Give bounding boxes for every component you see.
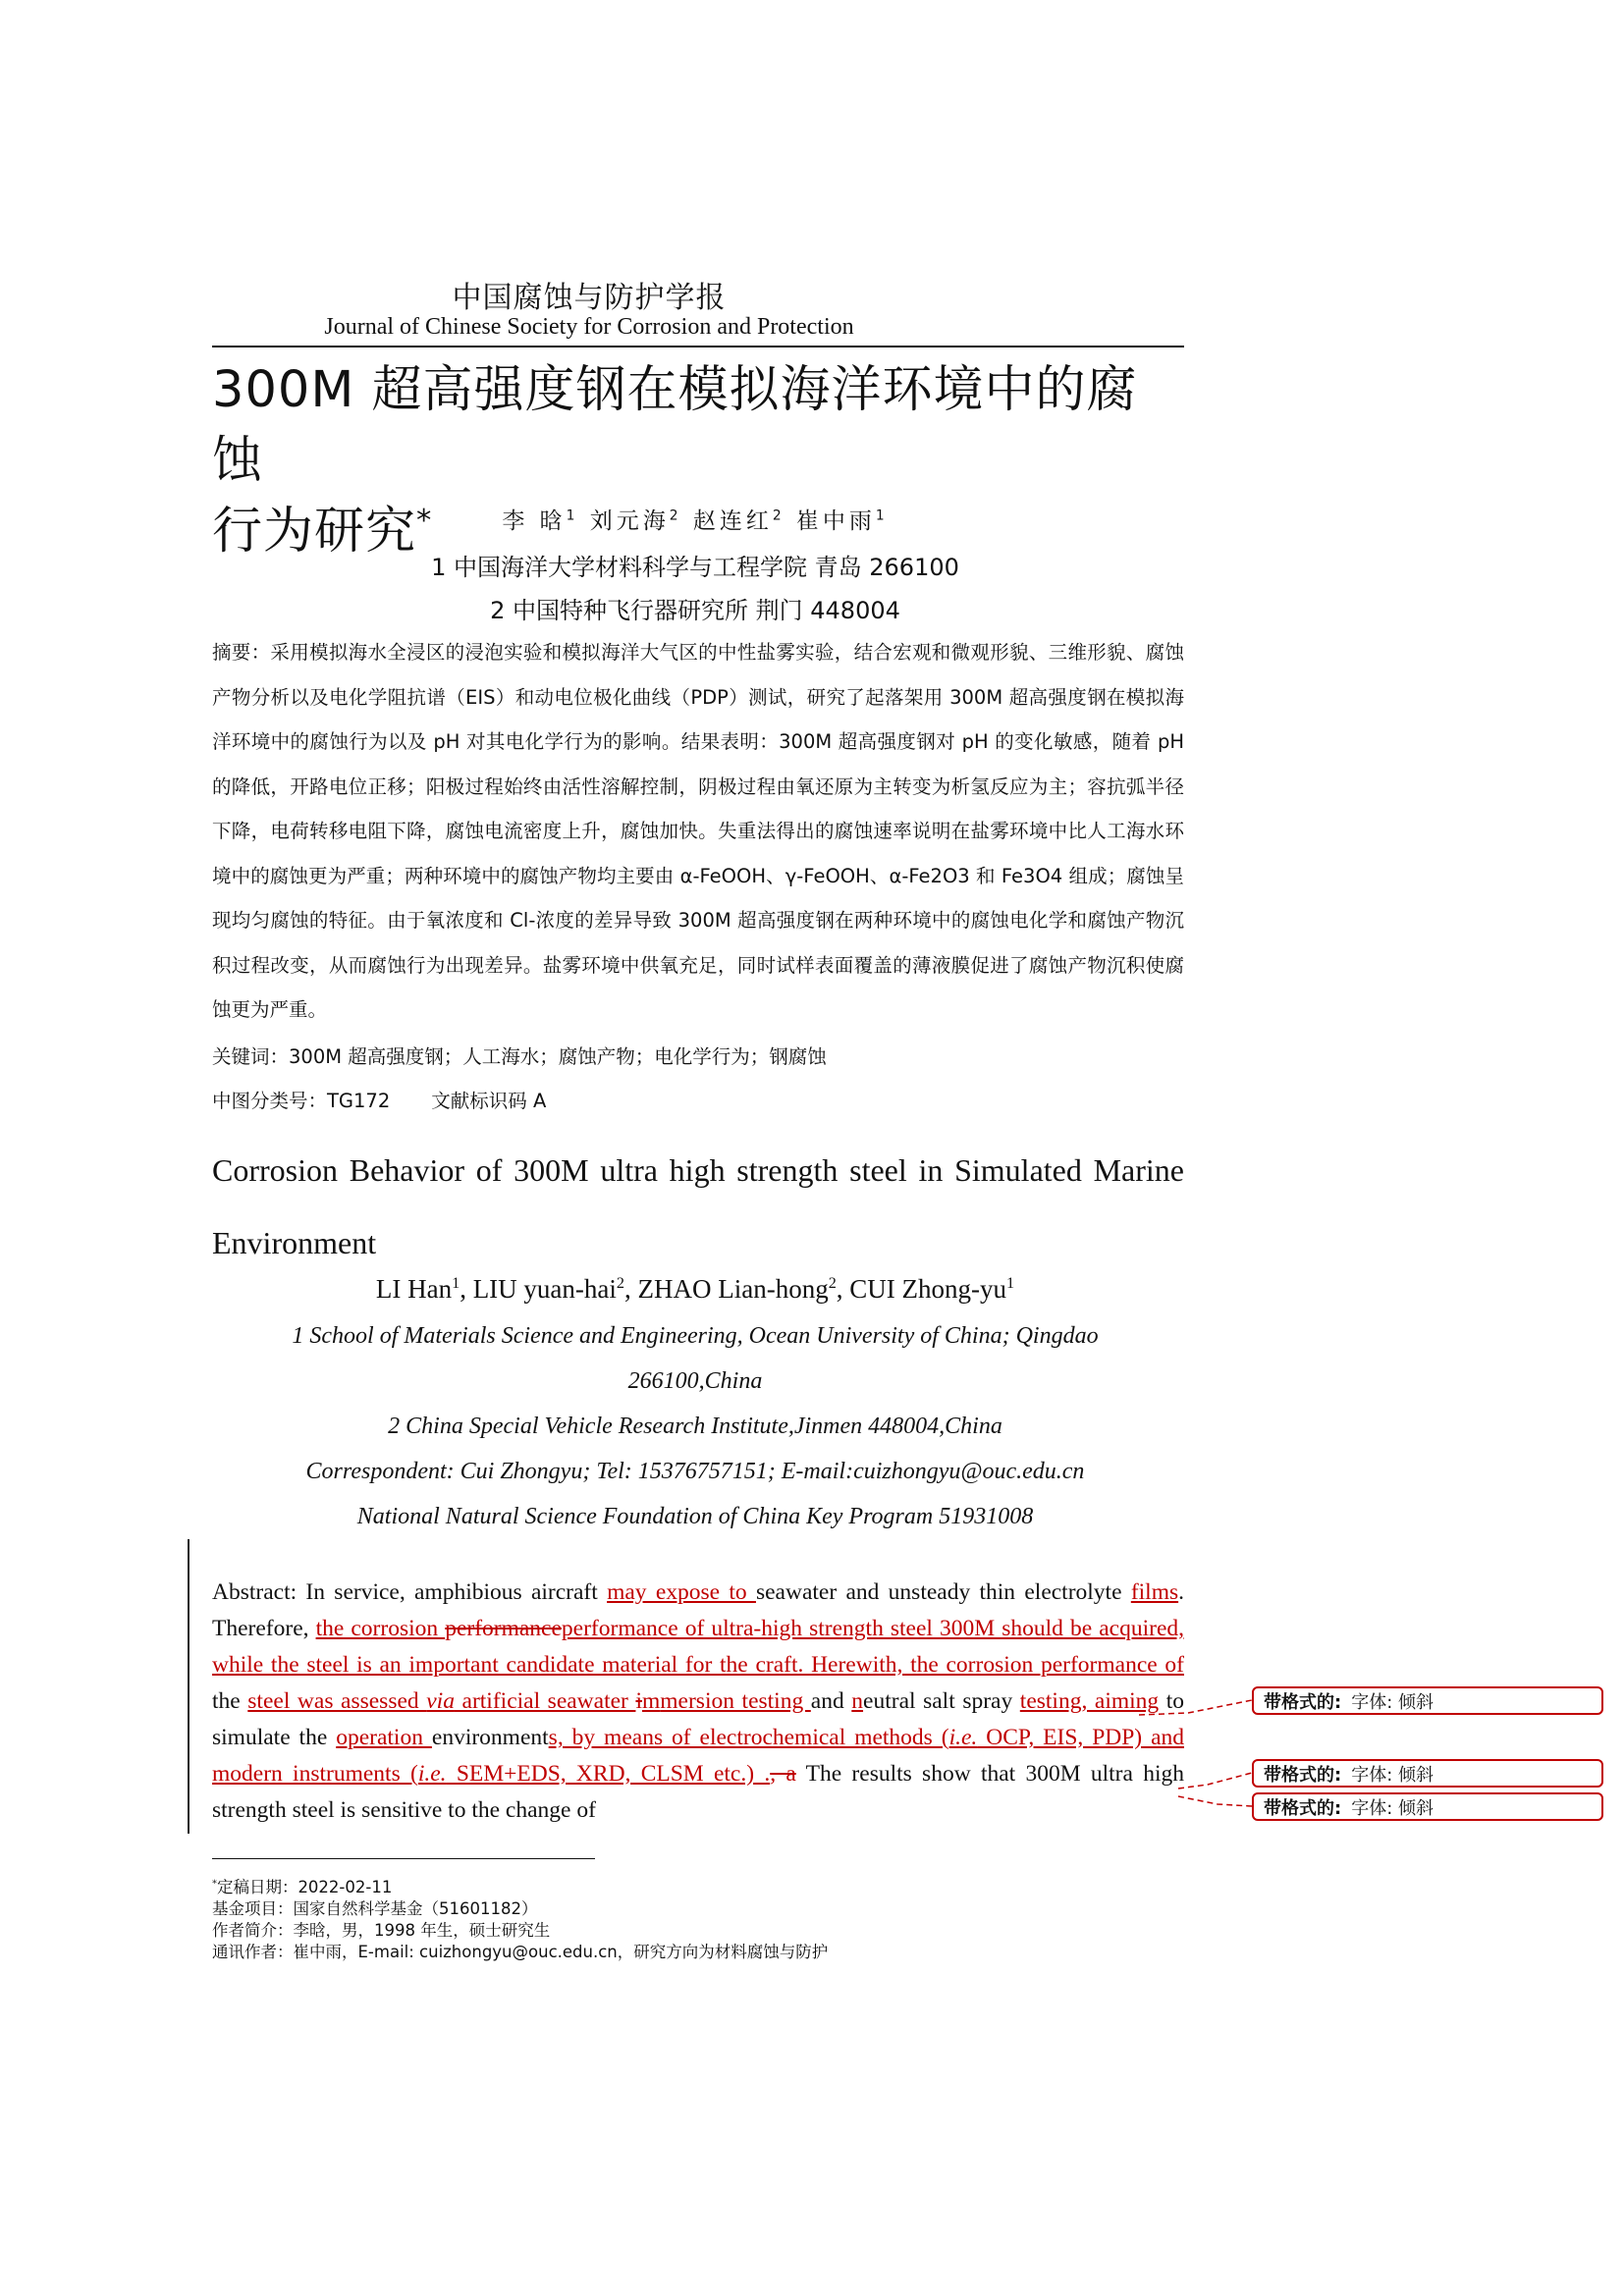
affiliation-cn-1: 1 中国海洋大学材料科学与工程学院 青岛 266100 xyxy=(431,554,959,581)
deleted-text[interactable]: , a xyxy=(770,1761,796,1787)
classification-cn xyxy=(212,1086,546,1113)
author-en-3-affil: 2 xyxy=(828,1274,837,1292)
funding-line-en: National Natural Science Foundation of China Key Program 51931008 xyxy=(356,1504,1034,1529)
inserted-text[interactable]: may expose to xyxy=(607,1579,756,1605)
author-cn-4-affil: 1 xyxy=(875,507,889,524)
authors-en xyxy=(0,1274,1390,1305)
author-cn-3-affil: 2 xyxy=(772,507,785,524)
format-comment-balloon[interactable] xyxy=(1252,1759,1603,1788)
inserted-text[interactable]: films xyxy=(1130,1579,1179,1605)
author-en-4-affil: 1 xyxy=(1006,1274,1015,1292)
author-cn-4: 崔中雨 xyxy=(795,508,876,534)
author-cn-2-affil: 2 xyxy=(669,507,682,524)
inserted-text[interactable]: performance of ultra-high strength steel 300M should be acquired, while the steel is an important candidate material for the craft. Herewith, the corrosion performance of xyxy=(212,1616,1184,1678)
footnote-rule xyxy=(212,1858,595,1859)
leader-line-2 xyxy=(1178,1773,1252,1789)
comment-text: 字体: 倾斜 xyxy=(1351,1765,1434,1786)
article-title-en: Corrosion Behavior of 300M ultra high strength steel in Simulated Marine Environment xyxy=(212,1152,1184,1260)
author-en-2-affil: 2 xyxy=(616,1274,624,1292)
abstract-en-text: environment xyxy=(431,1725,549,1750)
comment-text: 字体: 倾斜 xyxy=(1351,1798,1434,1819)
inserted-text[interactable]: OCP, EIS, PDP) and modern instruments ( xyxy=(212,1725,1184,1787)
format-comment-balloon[interactable] xyxy=(1252,1792,1603,1821)
deleted-text[interactable]: i xyxy=(635,1688,642,1714)
revision-change-bar xyxy=(188,1539,189,1834)
affiliation-cn-2: 2 中国特种飞行器研究所 荆门 448004 xyxy=(490,597,900,624)
author-cn-1: 李 晗 xyxy=(502,508,567,534)
abstract-en-text: Abstract: In service, amphibious aircraft xyxy=(212,1579,608,1605)
correspondent-line: Correspondent: Cui Zhongyu; Tel: 15376757151; E-mail:cuizhongyu@ouc.edu.cn xyxy=(305,1459,1085,1484)
comment-text: 字体: 倾斜 xyxy=(1351,1692,1434,1713)
abstract-en-text: eutral salt spray xyxy=(863,1688,1020,1714)
abstract-cn-text: 采用模拟海水全浸区的浸泡实验和模拟海洋大气区的中性盐雾实验，结合宏观和微观形貌、三维形貌、腐蚀产物分析以及电化学阻抗谱（EIS）和动电位极化曲线（PDP）测试，研究了起落架用 300M 超高强度钢在模拟海洋环境中的腐蚀行为以及 pH 对其电化学行为的影响。结果表明：300M 超高强度钢对 pH 的变化敏感，随着 pH 的降低，开路电位正移；阳极过程始终由活性溶解控制，阴极过程由氧还原为主转变为析氢反应为主；容抗弧半径下降，电荷转移电阻下降，腐蚀电流密度上升，腐蚀加快。失重法得出的腐蚀速率说明在盐雾环境中比人工海水环境中的腐蚀更为严重；两种环境中的腐蚀产物均主要由 α-FeOOH、γ-FeOOH、α-Fe2O3 和 Fe3O4 组成；腐蚀呈现均匀腐蚀的特征。由于氧浓度和 Cl-浓度的差异导致 300M 超高强度钢在两种环境中的腐蚀电化学和腐蚀产物沉积过程改变，从而腐蚀行为出现差异。盐雾环境中供氧充足，同时试样表面覆盖的薄液膜促进了腐蚀产物沉积使腐蚀更为严重。 xyxy=(212,641,1184,1021)
title-footnote-mark: * xyxy=(416,504,433,538)
author-en-4: , CUI Zhong-yu xyxy=(836,1274,1007,1304)
abstract-cn xyxy=(212,630,1184,1033)
inserted-text[interactable]: operation xyxy=(336,1725,432,1750)
footnote-mark: * xyxy=(212,1878,217,1890)
inserted-text[interactable]: steel was assessed xyxy=(247,1688,427,1714)
received-date: 定稿日期：2022-02-11 xyxy=(216,1878,393,1896)
inserted-text-italic[interactable]: i.e. xyxy=(417,1761,447,1787)
footnote-contact: 通讯作者：崔中雨，E-mail: cuizhongyu@ouc.edu.cn，研究方向为材料腐蚀与防护 xyxy=(212,1943,829,1961)
inserted-text-italic[interactable]: via xyxy=(426,1688,455,1714)
abstract-en-text: The results show that 300M ultra high strength steel is sensitive to the change of xyxy=(212,1761,1184,1823)
abstract-en-text: to simulate the xyxy=(212,1688,1185,1750)
footnote-received xyxy=(212,1877,392,1898)
document-code: 文献标识码 A xyxy=(431,1090,547,1112)
abstract-cn-label: 摘要： xyxy=(212,641,271,664)
author-en-2: , LIU yuan-hai xyxy=(460,1274,617,1304)
abstract-en-text: . Therefore, xyxy=(212,1579,1184,1641)
comment-label: 带格式的: xyxy=(1264,1765,1342,1786)
author-en-3: , ZHAO Lian-hong xyxy=(623,1274,829,1304)
inserted-text[interactable]: m xyxy=(641,1688,661,1714)
inserted-text[interactable]: n xyxy=(851,1688,864,1714)
deleted-text[interactable]: performance xyxy=(445,1616,562,1641)
inserted-text[interactable]: SEM+EDS, XRD, CLSM etc.) . xyxy=(446,1761,771,1787)
inserted-text[interactable]: the corrosion xyxy=(315,1616,446,1641)
inserted-text[interactable]: s, by means of electrochemical methods ( xyxy=(548,1725,949,1750)
author-en-1-affil: 1 xyxy=(452,1274,460,1292)
clc-number: 中图分类号：TG172 xyxy=(212,1090,391,1112)
leader-line-3 xyxy=(1178,1796,1252,1806)
abstract-en-text: the xyxy=(212,1688,248,1714)
header-rule xyxy=(212,346,1184,347)
inserted-text-italic[interactable]: i.e. xyxy=(948,1725,978,1750)
title-line-1: 300M 超高强度钢在模拟海洋环境中的腐蚀 xyxy=(212,361,1138,490)
affiliation-en-2: 2 China Special Vehicle Research Institute,Jinmen 448004,China xyxy=(388,1414,1002,1439)
author-cn-2: 刘元海 xyxy=(589,508,670,534)
affiliation-en-1-cont: 266100,China xyxy=(627,1368,763,1394)
inserted-text[interactable]: artificial seawater xyxy=(454,1688,636,1714)
footnote-bio: 作者简介：李晗，男，1998 年生，硕士研究生 xyxy=(212,1921,551,1940)
abstract-en-text: and xyxy=(810,1688,852,1714)
authors-cn xyxy=(0,503,1390,535)
author-cn-1-affil: 1 xyxy=(566,507,579,524)
comment-label: 带格式的: xyxy=(1264,1692,1342,1713)
format-comment-balloon[interactable] xyxy=(1252,1686,1603,1715)
comment-label: 带格式的: xyxy=(1264,1798,1342,1819)
inserted-text[interactable]: mersion testing xyxy=(660,1688,811,1714)
author-cn-3: 赵连红 xyxy=(692,508,773,534)
inserted-text[interactable]: testing, aiming xyxy=(1019,1688,1160,1714)
footnote-fund: 基金项目：国家自然科学基金（51601182） xyxy=(212,1899,538,1918)
article-title-cn xyxy=(212,355,1184,567)
title-line-2-text: 行为研究 xyxy=(212,503,417,561)
author-en-1: LI Han xyxy=(375,1274,453,1304)
journal-title-cn: 中国腐蚀与防护学报 xyxy=(452,281,727,315)
keywords-cn: 关键词：300M 超高强度钢；人工海水；腐蚀产物；电化学行为；钢腐蚀 xyxy=(212,1045,827,1068)
affiliation-en-1: 1 School of Materials Science and Engineering, Ocean University of China; Qingdao xyxy=(292,1323,1099,1349)
abstract-en xyxy=(212,1575,1184,1829)
journal-title-en: Journal of Chinese Society for Corrosion and Protection xyxy=(324,314,854,340)
abstract-en-text: seawater and unsteady thin electrolyte xyxy=(755,1579,1131,1605)
